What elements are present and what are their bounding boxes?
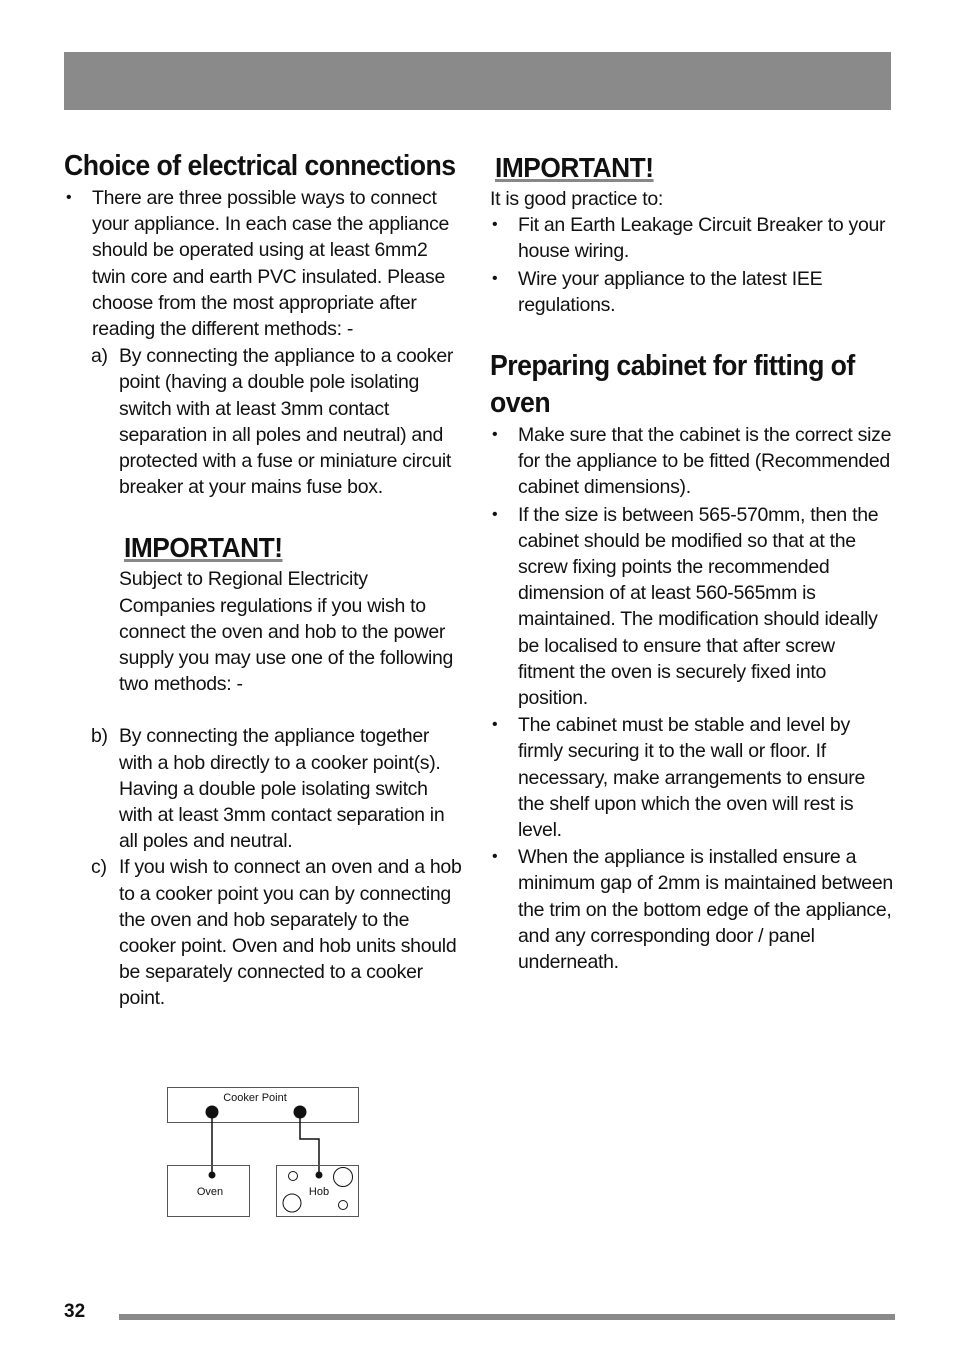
good-practice-item: • Fit an Earth Leakage Circuit Breaker to your house wiring. (490, 212, 895, 264)
important-note-left (119, 530, 464, 697)
cooker-point-label: Cooker Point (223, 1092, 287, 1104)
method-a-letter: a) (91, 345, 108, 368)
oven-label: Oven (196, 1186, 224, 1198)
important-title-left: IMPORTANT! (124, 532, 283, 564)
cabinet-item: • When the appliance is installed ensure a minimum gap of 2mm is maintained between the trim on the bottom edge of the appliance, and any corresponding door / panel underneath. (490, 844, 895, 975)
left-column (64, 148, 464, 1012)
method-b-letter: b) (91, 725, 108, 748)
hob-connection-dot (316, 1172, 323, 1179)
connection-intro: • There are three possible ways to connect your appliance. In each case the appliance should be operated using at least 6mm2 twin core and earth PVC insulated. Please choose from the most appropriate after reading the different methods: - (64, 185, 464, 342)
electrical-connections-heading: Choice of electrical connections (64, 150, 456, 182)
hob-burner-small-icon (339, 1201, 348, 1210)
cabinet-item: • The cabinet must be stable and level by firmly securing it to the wall or floor. If necessary, make arrangements to ensure the shelf upon which the oven will rest is level. (490, 712, 895, 843)
right-column (490, 150, 895, 976)
hob-burner-large-icon (283, 1194, 301, 1212)
hob-label: Hob (308, 1186, 330, 1198)
wiring-diagram (166, 1086, 362, 1222)
method-c-text: If you wish to connect an oven and a hob to a cooker point you can by connecting the oven and hob separately to the cooker point. Oven and hob units should be separately connected to a cooker point. (119, 856, 462, 1010)
page-number: 32 (64, 1301, 86, 1322)
method-a (64, 343, 464, 500)
hob-burner-large-icon (334, 1168, 353, 1187)
good-practice-item: • Wire your appliance to the latest IEE regulations. (490, 266, 895, 318)
method-b-text: By connecting the appliance together with a hob directly to a cooker point(s). Having a double pole isolating switch with at least 3mm contact separation in all poles and neutral. (119, 725, 445, 853)
cabinet-item: • If the size is between 565-570mm, then the cabinet should be modified so that at the screw fixing points the recommended dimension of at least 560-565mm is maintained. The modification should ideally be localised to ensure that after screw fitment the oven is securely fixed into position. (490, 502, 895, 712)
method-c (64, 854, 464, 1011)
important-text-left: Subject to Regional Electricity Companies regulations if you wish to connect the oven and hob to the power supply you may use one of the following two methods: - (119, 568, 454, 696)
connection-list (64, 185, 464, 342)
method-a-text: By connecting the appliance to a cooker point (having a double pole isolating switch with at least 3mm contact separation in all poles and neutral) and protected with a fuse or miniature circuit breaker at your mains fuse box. (119, 345, 454, 499)
method-b (64, 723, 464, 854)
good-practice-list (490, 212, 895, 318)
important-intro-right: It is good practice to: (490, 188, 664, 210)
method-c-letter: c) (91, 856, 107, 879)
cabinet-item: • Make sure that the cabinet is the correct size for the appliance to be fitted (Recommended cabinet dimensions). (490, 422, 895, 501)
method-list-bc (64, 723, 464, 1011)
method-list-a (64, 343, 464, 500)
hob-burner-small-icon (289, 1172, 298, 1181)
important-title-right: IMPORTANT! (495, 152, 654, 183)
header-bar (64, 52, 891, 110)
cabinet-list (490, 422, 895, 975)
cabinet-heading: Preparing cabinet for fitting of oven (490, 350, 855, 420)
important-note-right (495, 150, 895, 186)
oven-connection-dot (209, 1172, 216, 1179)
footer-rule (119, 1314, 895, 1320)
